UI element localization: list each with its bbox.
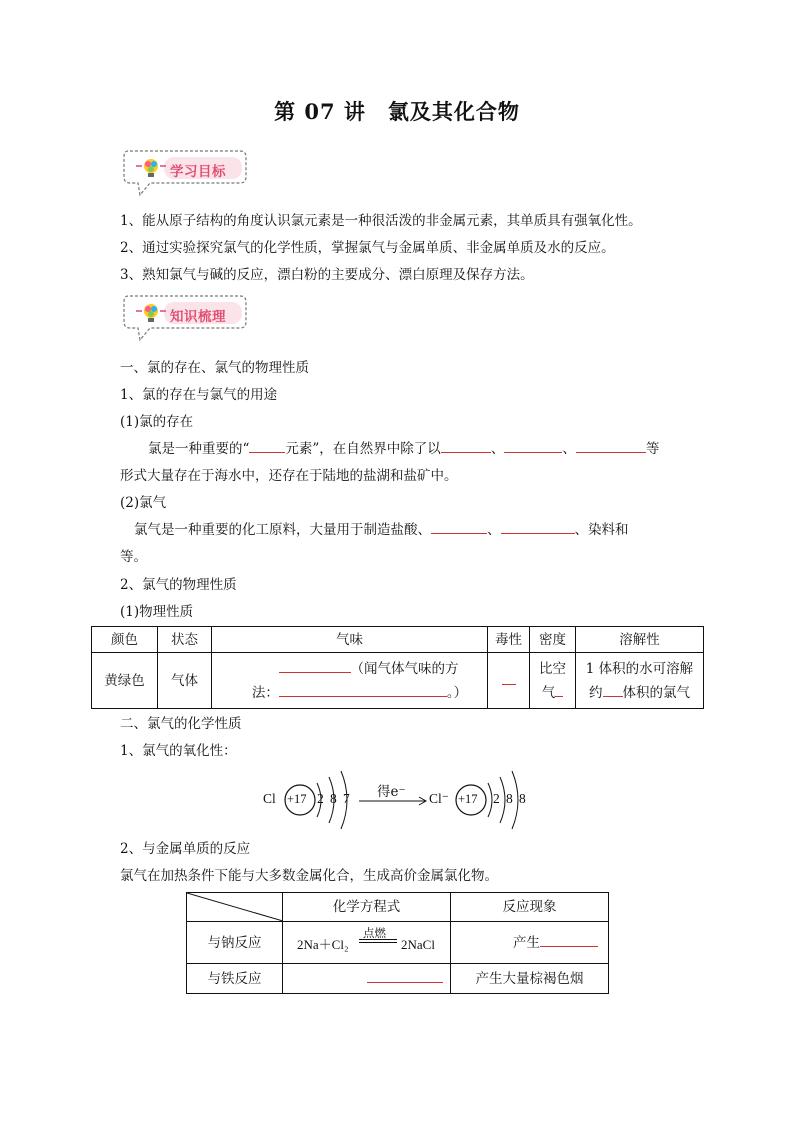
answer-blank bbox=[502, 671, 516, 685]
shell-electrons: 8 bbox=[506, 791, 513, 806]
section1-heading: 一、氯的存在、氯气的物理性质 bbox=[120, 360, 309, 376]
answer-blank bbox=[249, 439, 285, 453]
answer-blank bbox=[367, 969, 443, 983]
shell-electrons: 8 bbox=[519, 791, 526, 806]
paragraph-chlorine-uses-line2: 等。 bbox=[120, 549, 147, 565]
page-title bbox=[0, 96, 794, 126]
header-color: 颜色 bbox=[92, 627, 158, 653]
answer-blank bbox=[279, 683, 447, 697]
answer-blank bbox=[431, 520, 487, 534]
reaction-line bbox=[359, 939, 397, 940]
row-label-sodium: 与钠反应 bbox=[187, 922, 283, 964]
cell-odor: （闻气体气味的方 法： 。） bbox=[212, 653, 488, 709]
cell-phenomenon-iron: 产生大量棕褐色烟 bbox=[451, 964, 609, 994]
nucleus-charge: +17 bbox=[458, 792, 478, 806]
objective-1: 1、能从原子结构的角度认识氯元素是一种很活泼的非金属元素，其单质具有强氧化性。 bbox=[120, 213, 642, 229]
cell-color: 黄绿色 bbox=[92, 653, 158, 709]
paragraph-chlorine-existence-line2: 形式大量存在于海水中，还存在于陆地的盐湖和盐矿中。 bbox=[120, 468, 458, 484]
section1-item1: (1)氯的存在 bbox=[120, 414, 194, 430]
header-toxicity: 毒性 bbox=[488, 627, 530, 653]
shell-electrons: 8 bbox=[330, 791, 337, 806]
answer-blank bbox=[576, 439, 646, 453]
diagonal-header-cell bbox=[187, 893, 283, 922]
knowledge-badge-label: 知识梳理 bbox=[170, 309, 226, 325]
answer-blank bbox=[441, 439, 491, 453]
paragraph-chlorine-uses: 氯气是一种重要的化工原料，大量用于制造盐酸、 、 、染料和 bbox=[134, 522, 629, 538]
nucleus-charge: +17 bbox=[287, 792, 307, 806]
physical-properties-table bbox=[91, 626, 704, 709]
section1-sub2: 2、氯气的物理性质 bbox=[120, 577, 237, 593]
diagonal-line bbox=[187, 893, 283, 921]
cell-phenomenon-sodium: 产生 bbox=[451, 922, 609, 964]
knowledge-badge bbox=[120, 290, 252, 342]
cell-equation-sodium: 2Na＋Cl₂ 点燃 2NaCl bbox=[283, 922, 451, 964]
lecture-number: 第 07 讲 bbox=[274, 99, 366, 124]
objective-2: 2、通过实验探究氯气的化学性质，掌握氯气与金属单质、非金属单质及水的反应。 bbox=[120, 240, 615, 256]
section1-item3: (1)物理性质 bbox=[120, 604, 194, 620]
section2-heading: 二、氯气的化学性质 bbox=[120, 716, 242, 732]
header-phenomenon: 反应现象 bbox=[451, 893, 609, 922]
table-header-row bbox=[92, 627, 704, 653]
section2-sub1: 1、氯气的氧化性： bbox=[120, 743, 237, 759]
metal-reaction-table bbox=[186, 892, 609, 994]
section2-intro: 氯气在加热条件下能与大多数金属化合，生成高价金属氯化物。 bbox=[120, 868, 498, 884]
header-solubility: 溶解性 bbox=[576, 627, 704, 653]
answer-blank bbox=[555, 683, 563, 697]
shell-electrons: 2 bbox=[493, 791, 500, 806]
goals-badge bbox=[120, 145, 252, 197]
header-odor: 气味 bbox=[212, 627, 488, 653]
header-equation: 化学方程式 bbox=[283, 893, 451, 922]
chloride-symbol: Cl⁻ bbox=[429, 791, 449, 806]
cell-solubility: 1 体积的水可溶解 约 体积的氯气 bbox=[576, 653, 704, 709]
answer-blank bbox=[501, 520, 575, 534]
answer-blank bbox=[504, 439, 562, 453]
answer-blank bbox=[540, 933, 598, 947]
table-row bbox=[187, 964, 609, 994]
paragraph-chlorine-existence: 氯是一种重要的“ 元素”，在自然界中除了以 、 、 等 bbox=[148, 441, 660, 457]
goals-badge-label: 学习目标 bbox=[170, 164, 226, 180]
shell-electrons: 2 bbox=[317, 791, 324, 806]
objective-3: 3、熟知氯气与碱的反应，漂白粉的主要成分、漂白原理及保存方法。 bbox=[120, 267, 534, 283]
arrow-label: 得e⁻ bbox=[377, 784, 406, 800]
section1-item2: (2)氯气 bbox=[120, 495, 167, 511]
table-row bbox=[92, 653, 704, 709]
reaction-condition: 点燃 bbox=[363, 925, 386, 940]
cell-density: 比空 气 bbox=[530, 653, 576, 709]
table-header-row bbox=[187, 893, 609, 922]
lecture-topic: 氯及其化合物 bbox=[387, 99, 520, 124]
section2-sub2: 2、与金属单质的反应 bbox=[120, 841, 251, 857]
atomic-structure-diagram bbox=[255, 765, 545, 833]
cell-toxicity bbox=[488, 653, 530, 709]
chlorine-symbol: Cl bbox=[263, 791, 276, 806]
section1-sub1: 1、氯的存在与氯气的用途 bbox=[120, 387, 278, 403]
table-row bbox=[187, 922, 609, 964]
shell-electrons: 7 bbox=[343, 791, 350, 806]
cell-state: 气体 bbox=[158, 653, 212, 709]
answer-blank bbox=[603, 683, 623, 697]
row-label-iron: 与铁反应 bbox=[187, 964, 283, 994]
cell-equation-iron bbox=[283, 964, 451, 994]
reaction-line bbox=[359, 942, 397, 943]
header-state: 状态 bbox=[158, 627, 212, 653]
answer-blank bbox=[279, 659, 351, 673]
header-density: 密度 bbox=[530, 627, 576, 653]
